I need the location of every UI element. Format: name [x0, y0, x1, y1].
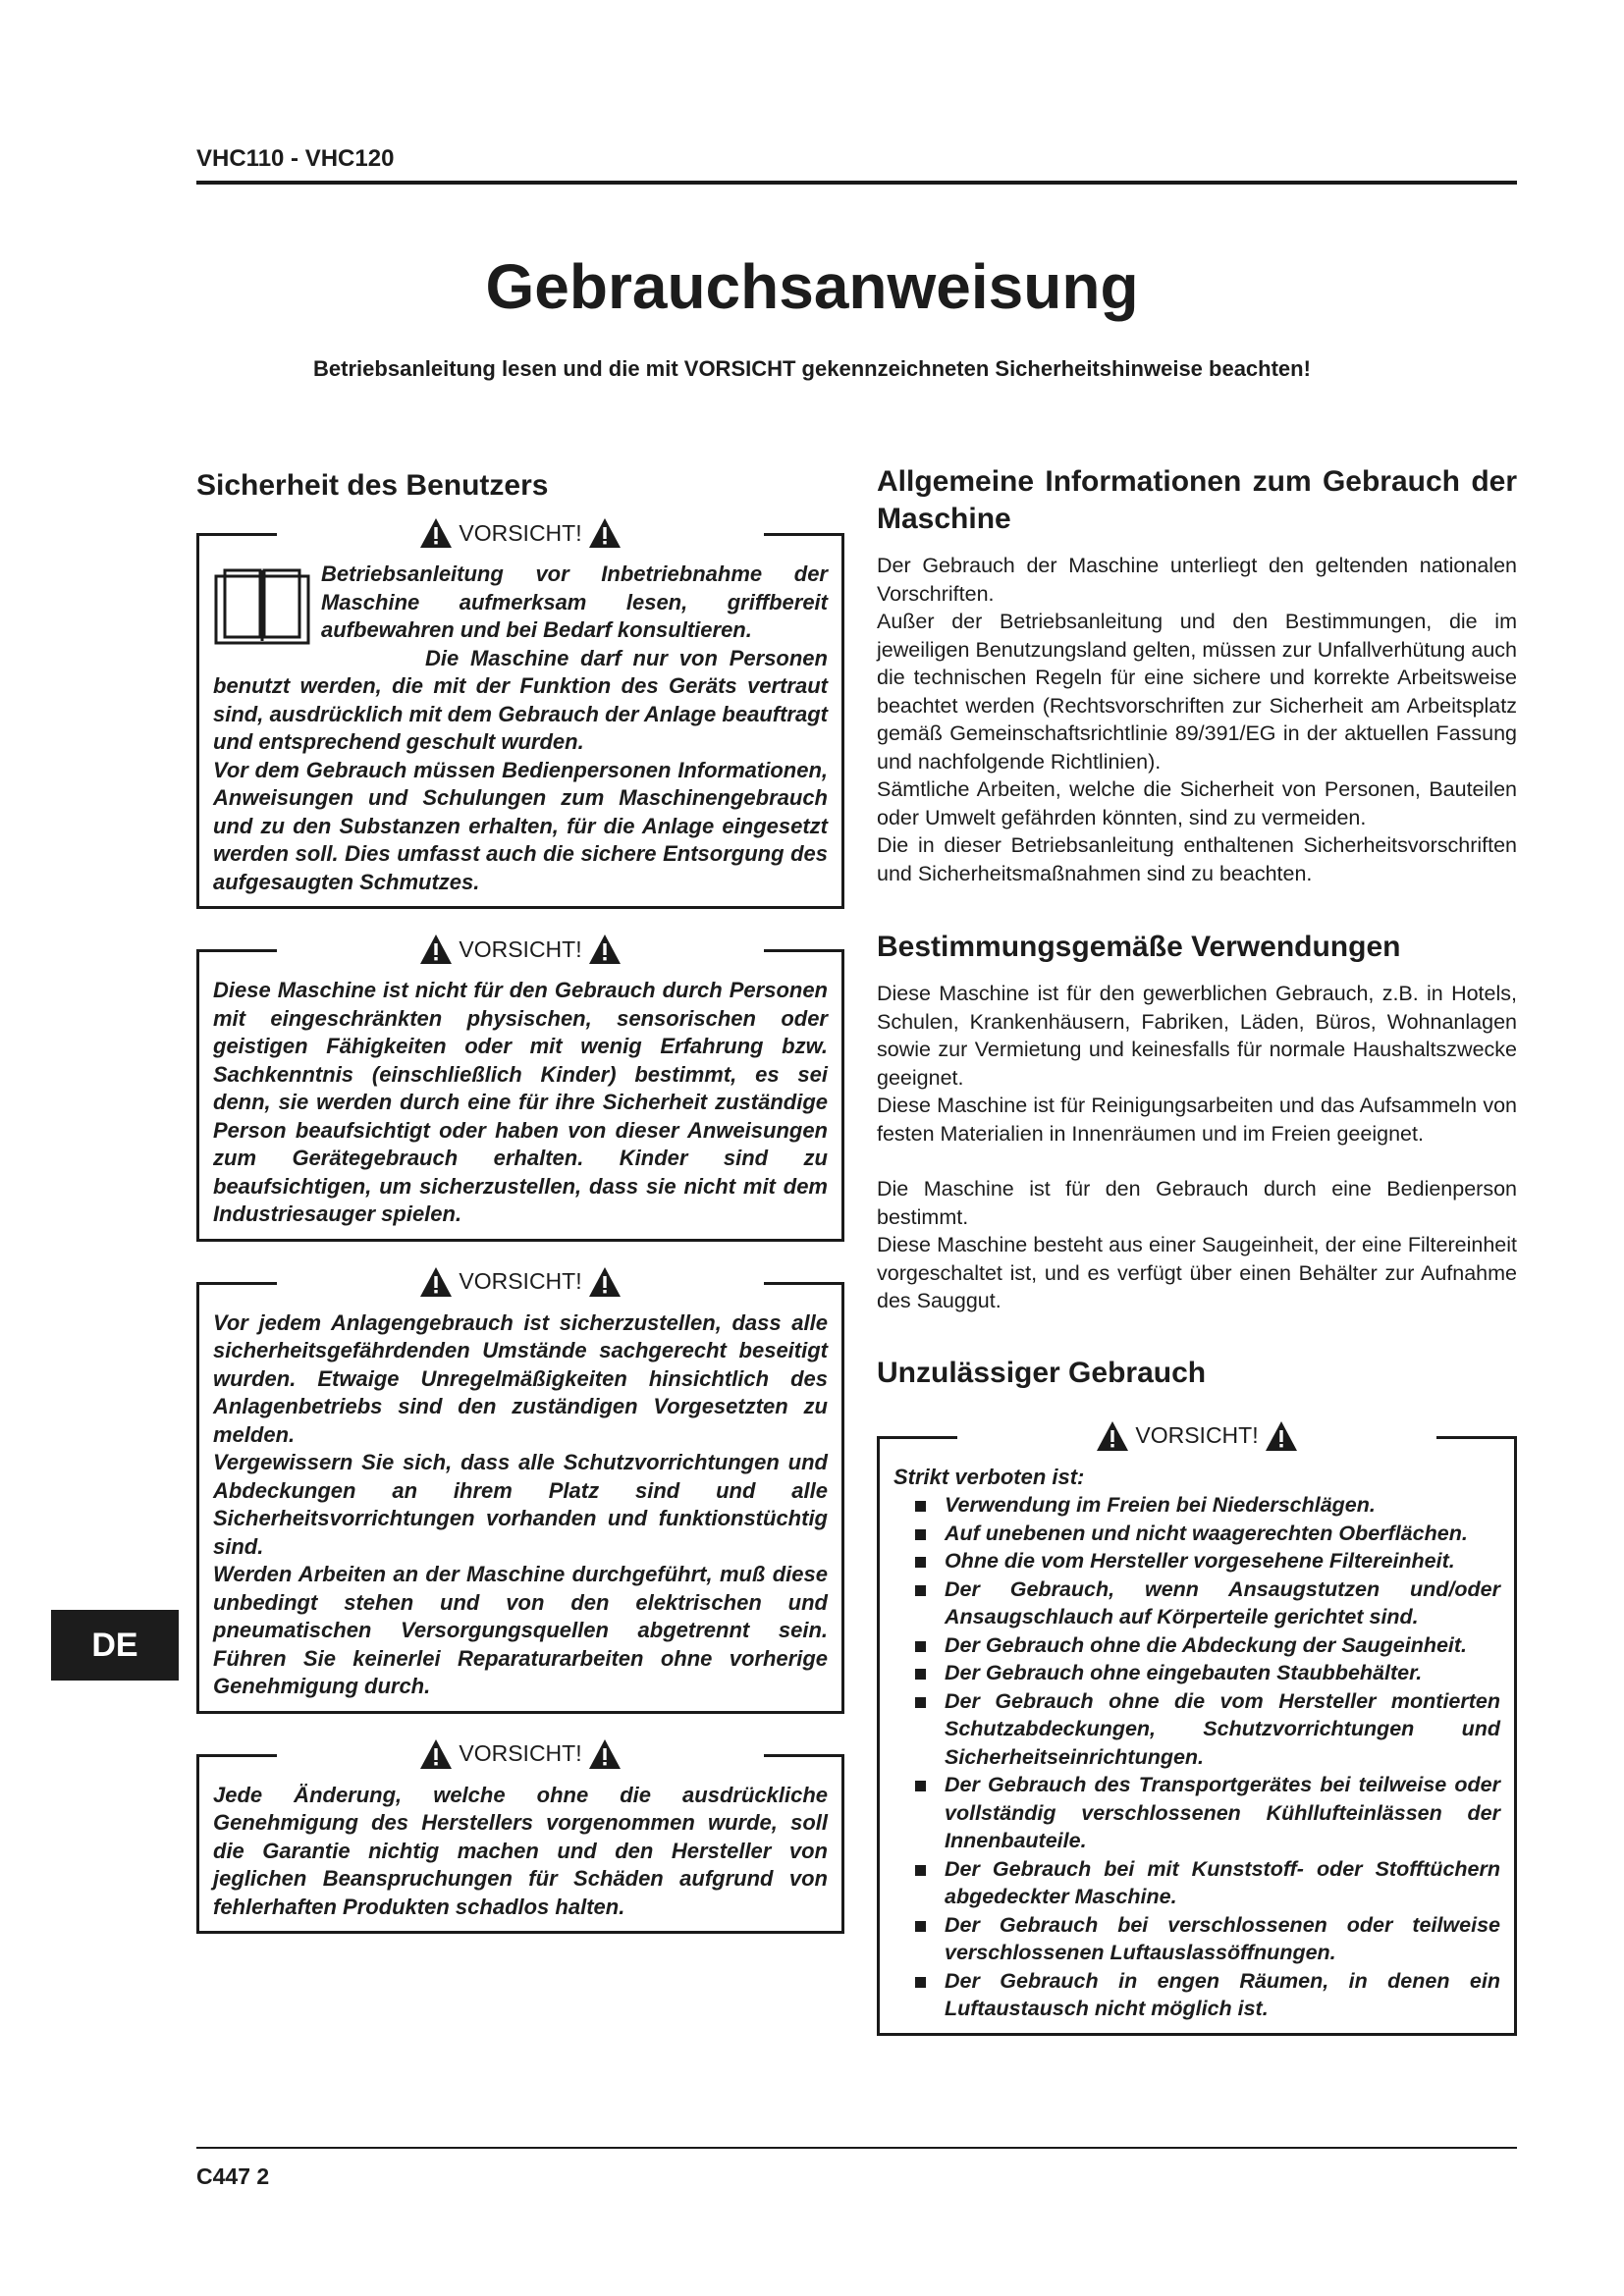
bullet-square-icon — [915, 1585, 926, 1596]
list-item-text: Auf unebenen und nicht waagerechten Oberflächen. — [945, 1521, 1468, 1545]
warning-paragraph: Jede Änderung, welche ohne die ausdrückliche Genehmigung des Herstellers vorgenommen wurde, soll die Garantie nichtig machen und den Hersteller von jeglichen Beanspruchungen für Schäden aufgrund von fehlerhaften Produkten schadlos halten. — [213, 1782, 828, 1919]
section-heading-user-safety: Sicherheit des Benutzers — [196, 469, 549, 502]
list-item — [893, 1547, 1500, 1575]
body-paragraph: Sämtliche Arbeiten, welche die Sicherheit von Personen, Bauteilen oder Umwelt gefährden könnten, sind zu vermeiden. — [877, 777, 1517, 829]
warning-frame — [196, 1282, 844, 1714]
list-item-text: Verwendung im Freien bei Niederschlägen. — [945, 1493, 1376, 1517]
list-item-text: Der Gebrauch des Transportgerätes bei teilweise oder vollständig verschlossenen Kühllufteinlässen der Innenbauteile. — [945, 1773, 1500, 1852]
list-item — [893, 1687, 1500, 1772]
general-info-body — [877, 552, 1517, 887]
right-column — [877, 463, 1517, 2036]
left-column — [196, 467, 844, 1934]
prohibited-list — [893, 1491, 1500, 2023]
bullet-square-icon — [915, 1557, 926, 1568]
warning-box — [196, 1257, 844, 1714]
list-item-text: Der Gebrauch bei mit Kunststoff- oder Stofftüchern abgedeckter Maschine. — [945, 1856, 1500, 1908]
prohibited-intro: Strikt verboten ist: — [893, 1464, 1085, 1489]
list-item — [893, 1771, 1500, 1855]
list-item-text: Der Gebrauch, wenn Ansaugstutzen und/oder Ansaugschlauch auf Körperteile gerichtet sind. — [945, 1576, 1500, 1629]
body-paragraph: Diese Maschine besteht aus einer Saugeinheit, der eine Filtereinheit vorgeschaltet ist, und es verfügt über einen Behälter zur Aufnahme des Sauggut. — [877, 1233, 1517, 1312]
bullet-square-icon — [915, 1921, 926, 1932]
body-paragraph: Die Maschine ist für den Gebrauch durch eine Bedienperson bestimmt. — [877, 1177, 1517, 1229]
list-item-text: Der Gebrauch ohne die Abdeckung der Saugeinheit. — [945, 1632, 1468, 1657]
list-item-text: Der Gebrauch ohne eingebauten Staubbehälter. — [945, 1661, 1423, 1684]
warning-box — [877, 1412, 1517, 2036]
warning-paragraph: Betriebsanleitung vor Inbetriebnahme der Maschine aufmerksam lesen, griffbereit aufbewahren und bei Bedarf konsultieren. — [321, 561, 828, 642]
list-item — [893, 1491, 1500, 1520]
body-paragraph: Außer der Betriebsanleitung und den Bestimmungen, die im jeweiligen Benutzungsland gelten, müssen zur Unfallverhütung auch die technischen Regeln für eine sichere und korrekte Arbeitsweise beachtet werden (Rechtsvorschriften zur Sicherheit am Arbeitsplatz gemäß Gemeinschaftsrichtlinie 89/391/EG in der aktuellen Fassung und nachfolgende Richtlinien). — [877, 610, 1517, 774]
open-book-icon — [213, 562, 311, 647]
bullet-square-icon — [915, 1977, 926, 1988]
list-item-text: Ohne die vom Hersteller vorgesehene Filtereinheit. — [945, 1549, 1455, 1573]
bullet-square-icon — [915, 1529, 926, 1540]
bullet-square-icon — [915, 1697, 926, 1708]
list-item — [893, 1659, 1500, 1687]
list-item-text: Der Gebrauch bei verschlossenen oder teilweise verschlossenen Luftauslassöffnungen. — [945, 1912, 1500, 1964]
list-item-text: Der Gebrauch ohne die vom Hersteller montierten Schutzabdeckungen, Schutzvorrichtungen und Sicherheitseinrichtungen. — [945, 1688, 1500, 1769]
warning-box — [196, 925, 844, 1242]
bullet-square-icon — [915, 1865, 926, 1876]
warning-frame — [877, 1436, 1517, 2036]
bullet-square-icon — [915, 1781, 926, 1791]
footer-rule — [196, 2147, 1517, 2149]
warning-label: VORSICHT! — [459, 935, 582, 962]
section-heading-prohibited-use: Unzulässiger Gebrauch — [877, 1356, 1207, 1389]
page-subtitle: Betriebsanleitung lesen und die mit VORSICHT gekennzeichneten Sicherheitshinweise beachten! — [313, 356, 1311, 381]
warning-paragraph: Die Maschine darf nur von Personen benutzt werden, die mit der Funktion des Geräts vertraut sind, ausdrücklich mit dem Gebrauch der Anlage beauftragt und entsprechend geschult wurden. — [213, 645, 828, 754]
body-paragraph: Der Gebrauch der Maschine unterliegt den geltenden nationalen Vorschriften. — [877, 554, 1517, 606]
list-item-text: Der Gebrauch in engen Räumen, in denen ein Luftaustausch nicht möglich ist. — [945, 1968, 1500, 2020]
warning-label: VORSICHT! — [459, 519, 582, 546]
list-item — [893, 1575, 1500, 1631]
bullet-square-icon — [915, 1669, 926, 1680]
warning-paragraph: Diese Maschine ist nicht für den Gebrauch durch Personen mit eingeschränkten physischen, sensorischen oder geistigen Fähigkeiten oder mit wenig Erfahrung bzw. Sachkenntnis (einschließlich Kinder) bestimmt, es sei denn, sie werden durch eine für ihre Sicherheit zuständige Person beaufsichtigt oder haben von dieser Anweisungen zum Gerätegebrauch erhalten. Kinder sind zu beaufsichtigen, um sicherzustellen, dass sie nicht mit dem Industriesauger spielen. — [213, 978, 828, 1226]
intended-use-body — [877, 980, 1517, 1315]
header-rule — [196, 181, 1517, 185]
list-item — [893, 1967, 1500, 2023]
list-item — [893, 1631, 1500, 1660]
warning-frame — [196, 1754, 844, 1935]
list-item — [893, 1520, 1500, 1548]
body-paragraph: Diese Maschine ist für den gewerblichen Gebrauch, z.B. in Hotels, Schulen, Krankenhäusern, Fabriken, Läden, Büros, Wohnanlagen sowie zur Vermietung und keinesfalls für normale Haushaltszwecke geeignet. — [877, 982, 1517, 1090]
warning-paragraph: Werden Arbeiten an der Maschine durchgeführt, muß diese unbedingt stehen und von den elektrischen und pneumatischen Versorgungsquellen abgetrennt sein. Führen Sie keinerlei Reparaturarbeiten ohne vorherige Genehmigung durch. — [213, 1562, 828, 1698]
warning-label: VORSICHT! — [1135, 1422, 1259, 1448]
body-paragraph: Die in dieser Betriebsanleitung enthaltenen Sicherheitsvorschriften und Sicherheitsmaßnahmen sind zu beachten. — [877, 833, 1517, 885]
list-item — [893, 1911, 1500, 1967]
page-title: Gebrauchsanweisung — [485, 251, 1139, 322]
body-paragraph: Diese Maschine ist für Reinigungsarbeiten und das Aufsammeln von festen Materialien in Innenräumen und im Freien geeignet. — [877, 1094, 1517, 1146]
header-model: VHC110 - VHC120 — [196, 145, 395, 172]
list-item — [893, 1855, 1500, 1911]
warning-box — [196, 508, 844, 909]
bullet-square-icon — [915, 1641, 926, 1652]
warning-paragraph: Vergewissern Sie sich, dass alle Schutzvorrichtungen und Abdeckungen an ihrem Platz sind und alle Sicherheitsvorrichtungen vorhanden und funktionstüchtig sind. — [213, 1450, 828, 1559]
warning-frame — [196, 533, 844, 909]
footer-code: C447 2 — [196, 2163, 270, 2189]
warning-paragraph: Vor dem Gebrauch müssen Bedienpersonen Informationen, Anweisungen und Schulungen zum Maschinengebrauch und zu den Substanzen erhalten, für die Anlage eingesetzt werden soll. Dies umfasst auch die sichere Entsorgung des aufgesaugten Schmutzes. — [213, 757, 828, 894]
warning-label: VORSICHT! — [459, 1268, 582, 1294]
warning-label: VORSICHT! — [459, 1740, 582, 1766]
warning-box — [196, 1730, 844, 1935]
language-tab: DE — [51, 1610, 179, 1681]
bullet-square-icon — [915, 1501, 926, 1512]
warning-paragraph: Vor jedem Anlagengebrauch ist sicherzustellen, dass alle sicherheitsgefährdenden Umstände sachgerecht beseitigt wurden. Etwaige Unregelmäßigkeiten hinsichtlich des Anlagenbetriebs sind den zuständigen Vorgesetzten zu melden. — [213, 1309, 828, 1447]
warning-frame — [196, 949, 844, 1242]
section-heading-general-info: Allgemeine Informationen zum Gebrauch der Maschine — [877, 465, 1517, 535]
section-heading-intended-use: Bestimmungsgemäße Verwendungen — [877, 931, 1401, 963]
